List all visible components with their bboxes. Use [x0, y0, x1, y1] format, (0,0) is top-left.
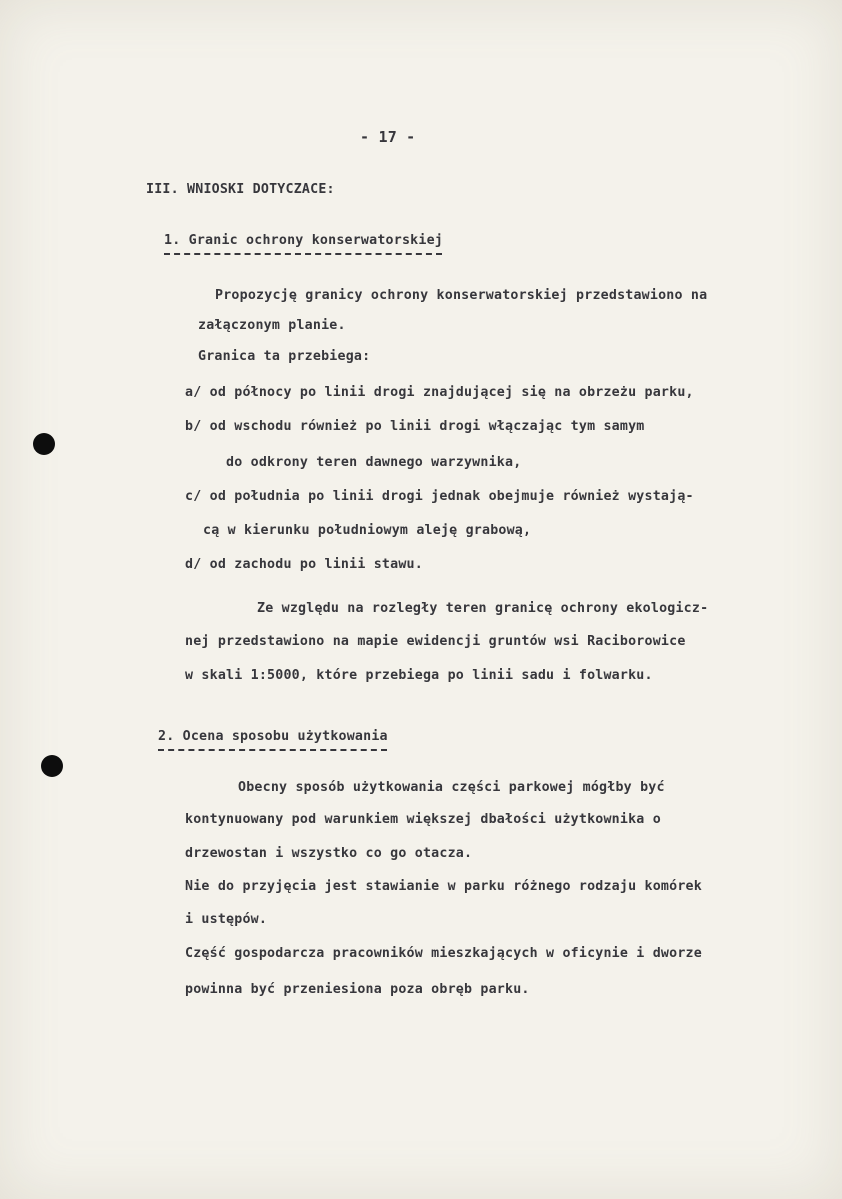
paragraph-line: Część gospodarcza pracowników mieszkających w oficynie i dworze [185, 946, 702, 961]
list-item: a/ od północy po linii drogi znajdującej się na obrzeżu parku, [185, 385, 694, 400]
paragraph-line: załączonym planie. [198, 318, 346, 333]
section-title: III. WNIOSKI DOTYCZACE: [146, 182, 335, 197]
paragraph-line: Obecny sposób użytkowania części parkowej mógłby być [238, 780, 665, 795]
punch-hole [33, 433, 55, 455]
page-number: - 17 - [360, 128, 416, 146]
list-item: b/ od wschodu również po linii drogi włączając tym samym [185, 419, 645, 434]
list-item: d/ od zachodu po linii stawu. [185, 557, 423, 572]
list-item: c/ od południa po linii drogi jednak obejmuje również wystają- [185, 489, 694, 504]
subsection-2-title: 2. Ocena sposobu użytkowania [158, 729, 388, 744]
list-item-continuation: cą w kierunku południowym aleję grabową, [203, 523, 532, 538]
paragraph-line: nej przedstawiono na mapie ewidencji gruntów wsi Raciborowice [185, 634, 686, 649]
paragraph-line: w skali 1:5000, które przebiega po linii sadu i folwarku. [185, 668, 653, 683]
paragraph-line: Propozycję granicy ochrony konserwatorskiej przedstawiono na [215, 288, 708, 303]
paragraph-line: Granica ta przebiega: [198, 349, 371, 364]
paragraph-line: drzewostan i wszystko co go otacza. [185, 846, 473, 861]
paragraph-line: powinna być przeniesiona poza obręb parku. [185, 982, 530, 997]
paragraph-line: i ustępów. [185, 912, 268, 927]
subsection-1-title: 1. Granic ochrony konserwatorskiej [164, 233, 443, 248]
punch-hole [41, 755, 63, 777]
paragraph-line: Ze względu na rozległy teren granicę ochrony ekologicz- [257, 601, 709, 616]
paragraph-line: Nie do przyjęcia jest stawianie w parku różnego rodzaju komórek [185, 879, 702, 894]
list-item-continuation: do odkrony teren dawnego warzywnika, [226, 455, 522, 470]
paragraph-line: kontynuowany pod warunkiem większej dbałości użytkownika o [185, 812, 661, 827]
